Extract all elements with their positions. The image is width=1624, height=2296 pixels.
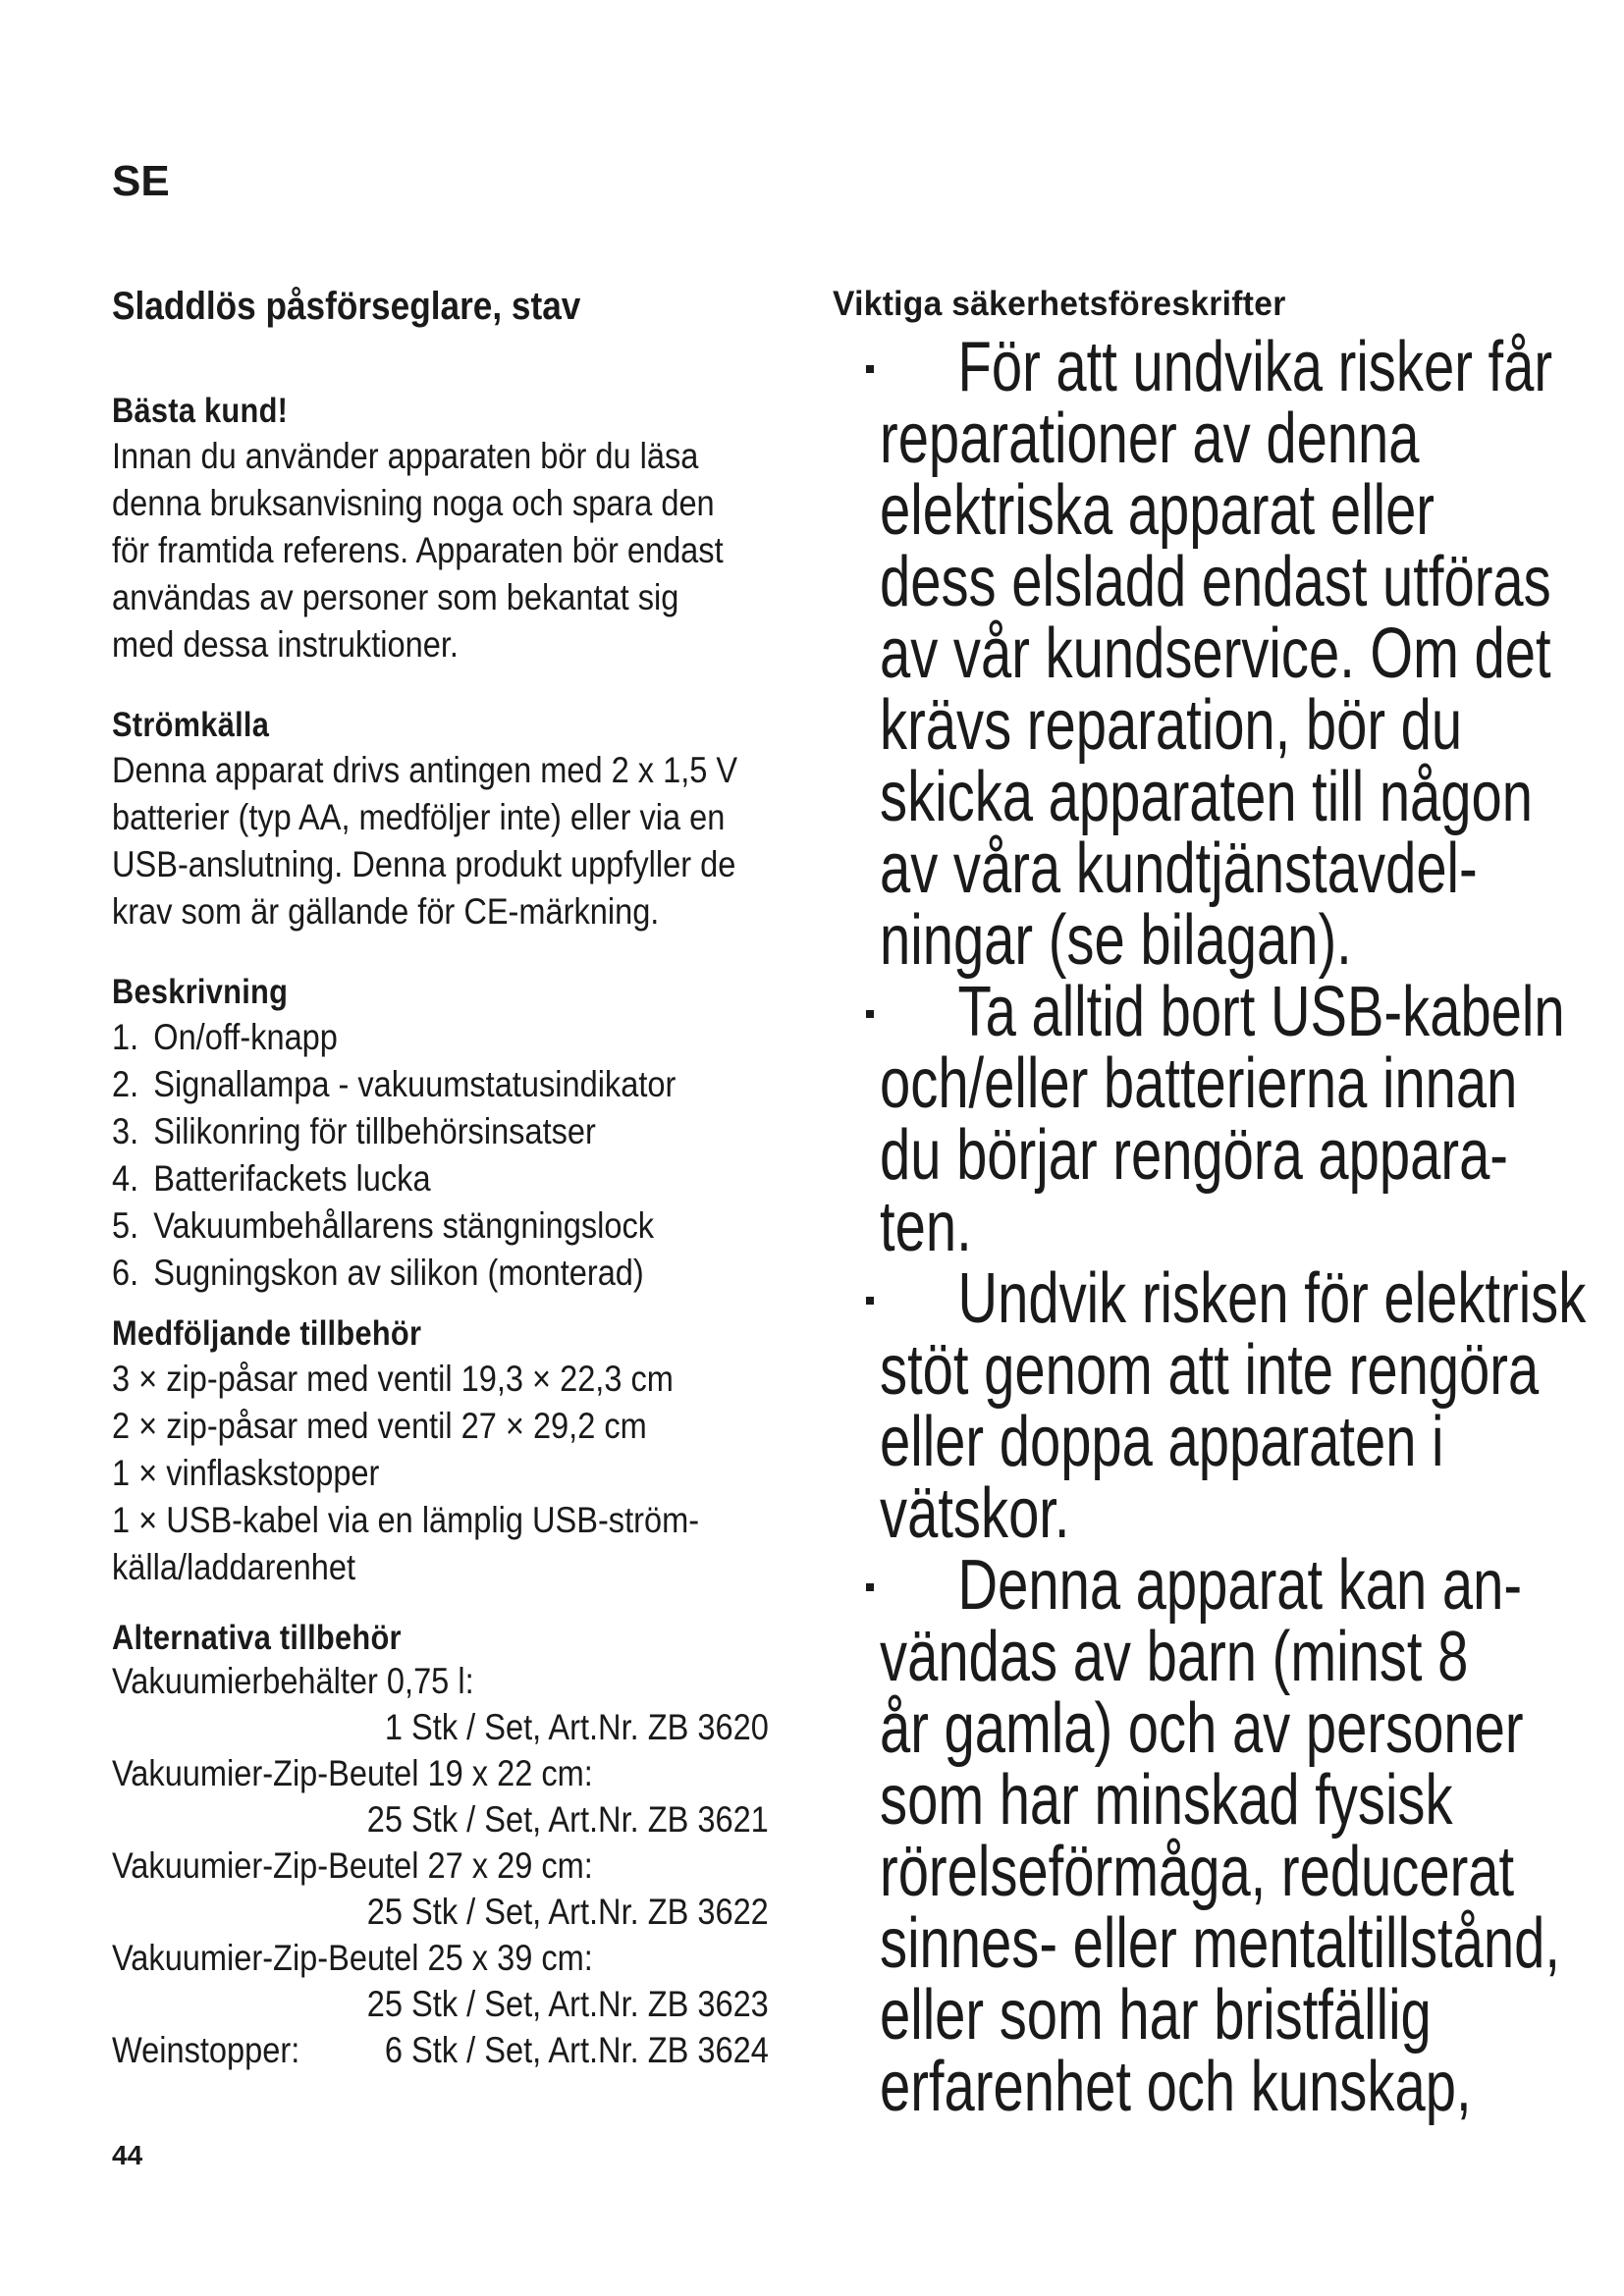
text-line: erfarenhet och kunskap,	[880, 2048, 1472, 2126]
text-line: vätskor.	[880, 1474, 1070, 1553]
bullet-icon	[866, 1010, 874, 1018]
accessory-name: Vakuumierbehälter 0,75 l:	[112, 1661, 474, 1701]
optional-heading: Alternativa tillbehör	[112, 1619, 402, 1657]
accessory-name: Vakuumier-Zip-Beutel 27 x 29 cm:	[112, 1845, 593, 1886]
text-line: krav som är gällande för CE-märkning.	[112, 891, 660, 932]
accessory-name: Weinstopper:	[112, 2030, 300, 2070]
intro-paragraph	[112, 433, 724, 668]
accessory-row	[112, 2027, 769, 2073]
left-column	[112, 285, 780, 2073]
text-line: eller doppa apparaten i	[880, 1403, 1444, 1481]
accessory-name: Vakuumier-Zip-Beutel 25 x 39 cm:	[112, 1938, 593, 1978]
page-number: 44	[112, 2140, 143, 2170]
text-line: ningar (se bilagan).	[880, 901, 1352, 980]
safety-item	[833, 1259, 1587, 1553]
text-line: år gamla) och av personer	[880, 1689, 1524, 1768]
text-line: och/eller batterierna innan	[880, 1044, 1518, 1123]
list-item: 2. Signallampa - vakuumstatusindikator	[112, 1064, 677, 1104]
list-item: 6. Sugningskon av silikon (monterad)	[112, 1253, 644, 1293]
text-line: skicka apparaten till någon	[880, 758, 1533, 836]
text-line: Ta alltid bort USB-kabeln	[957, 973, 1565, 1051]
accessory-article: 6 Stk / Set, Art.Nr. ZB 3624	[384, 2030, 769, 2070]
text-line: som har minskad fysisk	[880, 1761, 1453, 1840]
language-code: SE	[112, 157, 170, 205]
accessory-article: 25 Stk / Set, Art.Nr. ZB 3621	[366, 1799, 769, 1840]
text-line: för framtida referens. Apparaten bör endast	[112, 530, 724, 570]
text-line: denna bruksanvisning noga och spara den	[112, 483, 715, 523]
optional-list	[112, 1658, 769, 2073]
list-item: 3. Silikonring för tillbehörsinsatser	[112, 1111, 596, 1151]
text-line: USB-anslutning. Denna produkt uppfyller de	[112, 844, 736, 884]
text-line: rörelseförmåga, reducerat	[880, 1833, 1515, 1911]
included-heading: Medföljande tillbehör	[112, 1314, 422, 1353]
text-line: källa/laddarenhet	[112, 1547, 356, 1587]
description-list	[112, 1014, 699, 1297]
bullet-icon	[866, 1583, 874, 1591]
text-line: 2 × zip-påsar med ventil 27 × 29,2 cm	[112, 1406, 647, 1446]
text-line: För att undvika risker får	[957, 328, 1553, 406]
accessory-article: 25 Stk / Set, Art.Nr. ZB 3622	[366, 1892, 769, 1932]
text-line: 3 × zip-påsar med ventil 19,3 × 22,3 cm	[112, 1359, 674, 1399]
text-line: sinnes- eller mentaltillstånd,	[880, 1904, 1560, 1983]
text-line: reparationer av denna	[880, 400, 1420, 478]
power-heading: Strömkälla	[112, 706, 270, 744]
text-line: ten.	[880, 1188, 972, 1266]
text-line: dess elsladd endast utföras	[880, 543, 1551, 621]
bullet-icon	[866, 365, 874, 373]
intro-heading: Bästa kund!	[112, 392, 289, 430]
power-paragraph	[112, 747, 738, 935]
text-line: Denna apparat kan an-	[957, 1546, 1523, 1625]
text-line: av våra kundtjänstavdel-	[880, 829, 1478, 908]
text-line: du börjar rengöra appara-	[880, 1116, 1509, 1195]
list-item: 1. On/off-knapp	[112, 1017, 338, 1057]
text-line: vändas av barn (minst 8	[880, 1618, 1469, 1696]
text-line: stöt genom att inte rengöra	[880, 1331, 1540, 1410]
text-line: med dessa instruktioner.	[112, 624, 459, 665]
accessory-name: Vakuumier-Zip-Beutel 19 x 22 cm:	[112, 1753, 593, 1793]
product-title: Sladdlös påsförseglare, stav	[112, 285, 581, 328]
accessory-article: 1 Stk / Set, Art.Nr. ZB 3620	[384, 1707, 769, 1747]
safety-item	[833, 1546, 1560, 2126]
included-list	[112, 1356, 699, 1591]
text-line: Undvik risken för elektrisk	[957, 1259, 1587, 1338]
list-item: 5. Vakuumbehållarens stängningslock	[112, 1205, 655, 1246]
safety-heading: Viktiga säkerhetsföreskrifter	[833, 285, 1286, 323]
text-line: 1 × vinflaskstopper	[112, 1453, 380, 1493]
accessory-article: 25 Stk / Set, Art.Nr. ZB 3623	[366, 1984, 769, 2024]
text-line: batterier (typ AA, medföljer inte) eller via en	[112, 797, 726, 837]
text-line: 1 × USB-kabel via en lämplig USB-ström-	[112, 1500, 700, 1540]
list-item: 4. Batterifackets lucka	[112, 1158, 431, 1199]
right-column	[833, 285, 1587, 2126]
text-line: elektriska apparat eller	[880, 471, 1435, 550]
text-line: Denna apparat drivs antingen med 2 x 1,5 V	[112, 750, 738, 790]
text-line: användas av personer som bekantat sig	[112, 577, 679, 617]
text-line: av vår kundservice. Om det	[880, 614, 1551, 693]
bullet-icon	[866, 1297, 874, 1305]
safety-item	[833, 973, 1565, 1266]
text-line: krävs reparation, bör du	[880, 686, 1463, 765]
text-line: Innan du använder apparaten bör du läsa	[112, 436, 699, 476]
description-heading: Beskrivning	[112, 973, 289, 1011]
text-line: eller som har bristfällig	[880, 1976, 1432, 2055]
safety-item	[833, 328, 1553, 980]
